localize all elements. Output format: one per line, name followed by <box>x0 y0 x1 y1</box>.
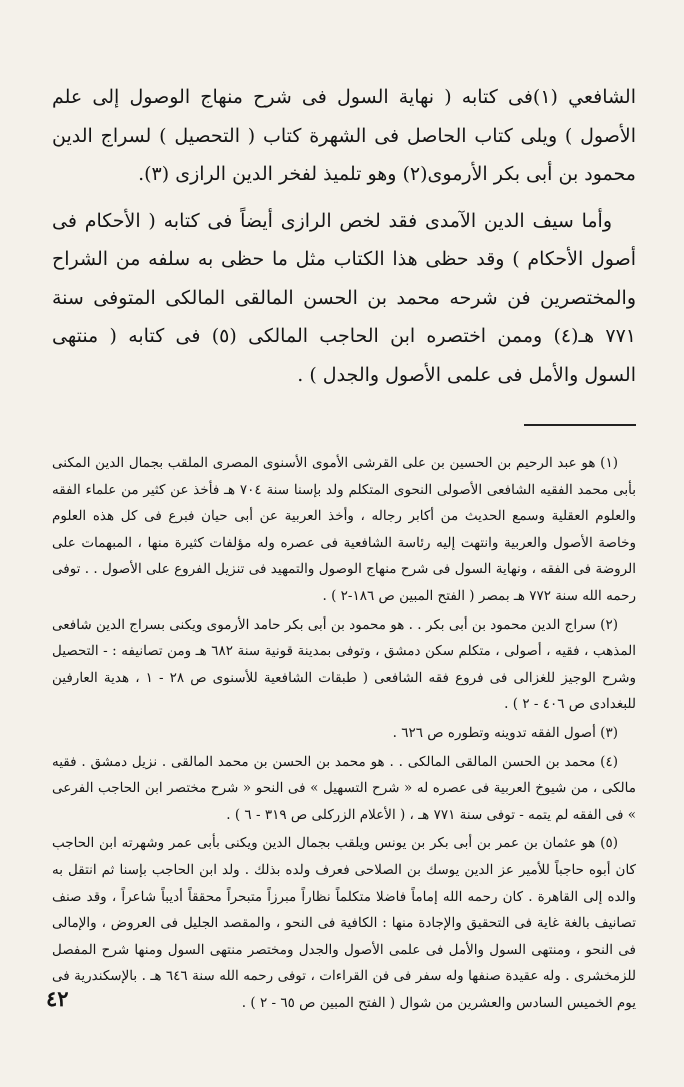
footnotes <box>52 450 636 1016</box>
footnote: (٤) محمد بن الحسن المالقى المالكى . . هو محمد بن الحسن بن محمد المالقى . نزيل دمشق . فقيه مالكى ، من شيوخ العربية فى عصره له « شرح التسهيل » فى النحو « شرح مختصر ابن الحاجب الفرعى » فى الفقه لم يتمه - توفى سنة ٧٧١ هـ ، ( الأعلام الزركلى ص ٣١٩ - ٦ ) . <box>52 753 636 823</box>
footnote: (٣) أصول الفقه تدوينه وتطوره ص ٦٢٦ . <box>392 724 618 741</box>
main-text <box>52 78 636 394</box>
footnote: (٥) هو عثمان بن عمر بن أبى بكر بن يونس ويلقب بجمال الدين ويكنى بأبى عمر وشهرته ابن الحاجب كان أبوه حاجباً للأمير عز الدين يوسك بن الصلاحى فعرف ولده بذلك . ولد ابن الحاجب بإسنا ثم انتقل به والده إلى القاهرة . كان رحمه الله إماماً فاضلا متكلماً نظاراً مبرزاً متبحراً محققاً أديباً شاعراً ، وقد صنف تصانيف بالغة غاية فى التحقيق والإجادة منها : الكافية فى النحو ، والمقصد الجليل فى العروض ، والإمالى فى النحو ، ومنتهى السول والأمل فى علمى الأصول والجدل ومختصر منتهى السول ومنها شرح المفصل للزمخشرى . وله عقيدة صنفها وله سفر فى فن القراءات ، توفى رحمه الله سنة ٦٤٦ هـ . بالإسكندرية فى يوم الخميس السادس والعشرين من شوال ( الفتح المبين ص ٦٥ - ٢ ) . <box>52 835 636 1011</box>
main-paragraph: الشافعي (١)فى كتابه ( نهاية السول فى شرح منهاج الوصول إلى علم الأصول ) ويلى كتاب الحاصل فى الشهرة كتاب ( التحصيل ) لسراج الدين محمود بن أبى بكر الأرموى(٢) وهو تلميذ لفخر الدين الرازى (٣). <box>52 86 636 185</box>
footnote-separator <box>524 424 636 426</box>
footnote: (١) هو عبد الرحيم بن الحسين بن على القرشى الأموى الأسنوى المصرى الملقب بجمال الدين المكنى بأبى محمد الفقيه الشافعى الأصولى النحوى المتكلم ولد بإسنا سنة ٧٠٤ هـ فأخذ عن كثير من علماء الفقه والعلوم العقلية وسمع الحديث من أكابر رجاله ، وأخذ العربية عن أبى حيان فبرع فى كل هذه العلوم وخاصة الأصول والعربية وانتهت إليه رئاسة الشافعية فى عصره وله مؤلفات كثيرة منها ، المبهمات على الروضة فى الفقه ، ونهاية السول فى شرح منهاج الوصول والتمهيد فى تنزيل الفروع على الأصول . . توفى رحمه الله سنة ٧٧٢ هـ بمصر ( الفتح المبين ص ١٨٦-٢ ) . <box>52 455 636 604</box>
main-paragraph: وأما سيف الدين الآمدى فقد لخص الرازى أيضاً فى كتابه ( الأحكام فى أصول الأحكام ) وقد حظى هذا الكتاب مثل ما حظى به سلفه من الشراح والمختصرين فن شرحه محمد بن الحسن المالقى المالكى المتوفى سنة ٧٧١ هـ(٤) وممن اختصره ابن الحاجب المالكى (٥) فى كتابه ( منتهى السول والأمل فى علمى الأصول والجدل ) . <box>52 209 636 386</box>
page-number: ٤٢ <box>46 986 69 1011</box>
footnote: (٢) سراج الدين محمود بن أبى بكر . . هو محمود بن أبى بكر حامد الأرموى ويكنى بسراج الدين شافعى المذهب ، فقيه ، أصولى ، متكلم سكن دمشق ، وتوفى بمدينة قونية سنة ٦٨٢ هـ ومن تصانيفه : - التحصيل وشرح الوجيز للغزالى فى فروع فقه الشافعى ( طبقات الشافعية للأسنوى ص ٢٨ - ١ ، هدية العارفين للبغدادى ص ٤٠٦ - ٢ ) . <box>52 616 636 713</box>
